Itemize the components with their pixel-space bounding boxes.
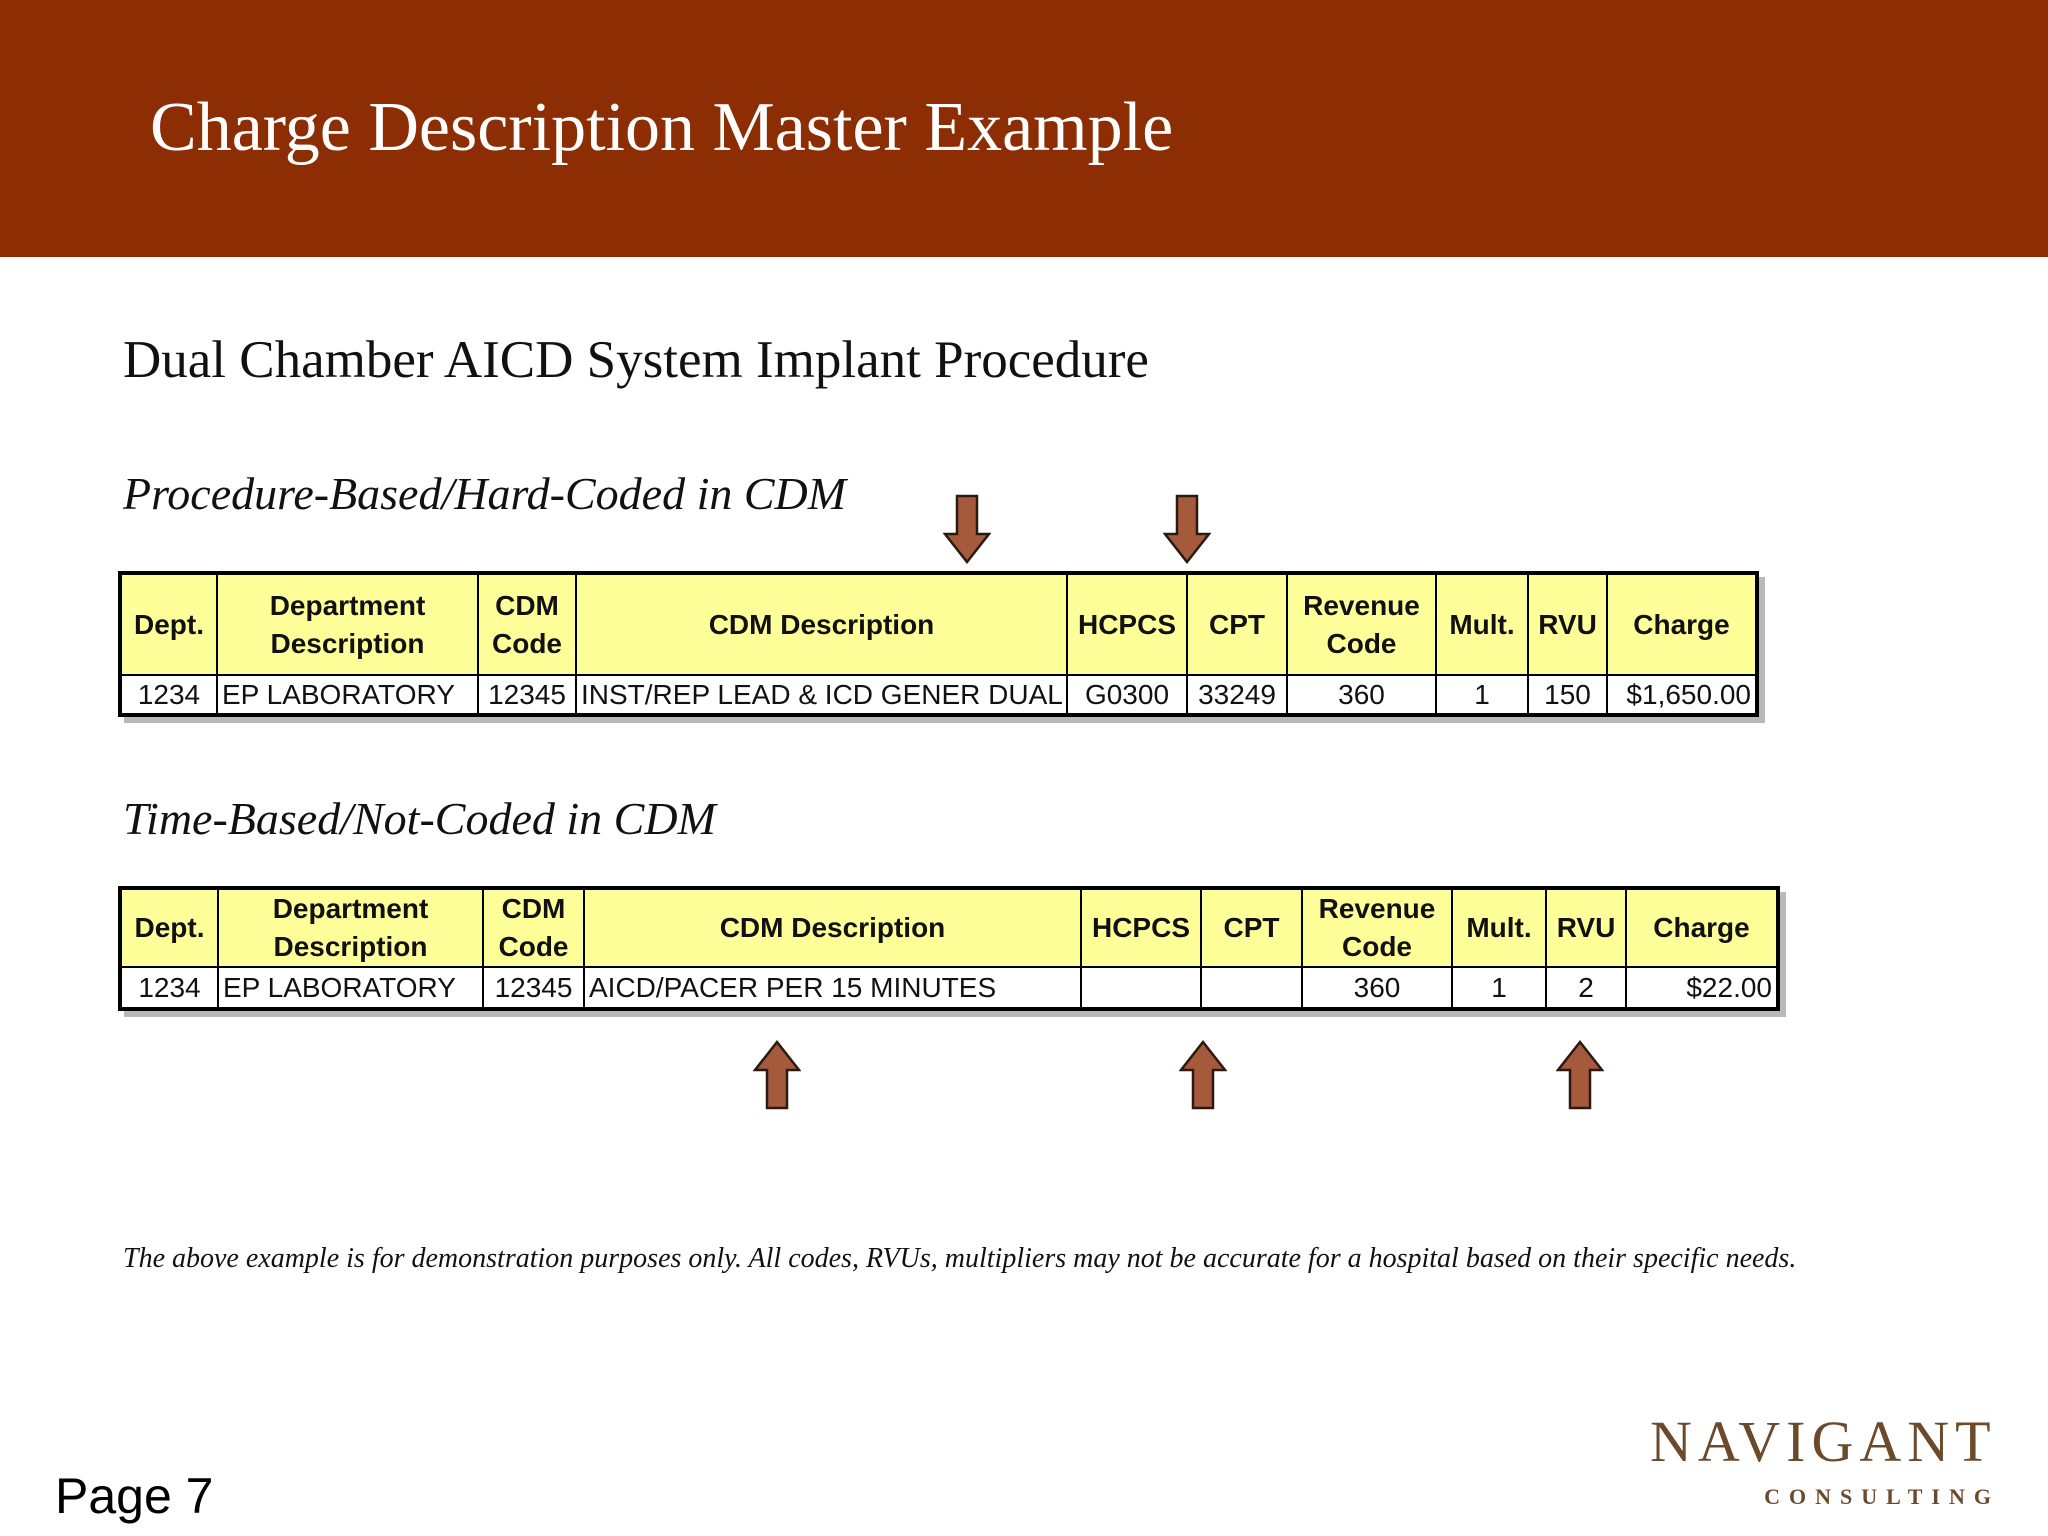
column-header: Mult. xyxy=(1452,888,1546,967)
table-cell: 12345 xyxy=(478,675,576,715)
column-header: RVU xyxy=(1528,573,1607,675)
column-header: RVU xyxy=(1546,888,1626,967)
up-arrow-icon xyxy=(1556,1040,1604,1110)
table-cell: 360 xyxy=(1302,967,1452,1009)
table-header-row xyxy=(120,888,1778,967)
column-header: Department Description xyxy=(218,888,483,967)
column-header: Dept. xyxy=(120,888,218,967)
table-cell: AICD/PACER PER 15 MINUTES xyxy=(584,967,1081,1009)
table-cell: G0300 xyxy=(1067,675,1187,715)
table-cell: 150 xyxy=(1528,675,1607,715)
page-number: Page 7 xyxy=(55,1468,214,1524)
column-header: CDM Code xyxy=(483,888,584,967)
column-header: CDM Description xyxy=(576,573,1067,675)
column-header: Charge xyxy=(1607,573,1757,675)
disclaimer-note: The above example is for demonstration purposes only. All codes, RVUs, multipliers may not be accurate for a hospital based on their specific needs. xyxy=(123,1243,1797,1274)
table-cell: 1 xyxy=(1436,675,1528,715)
table-cell: $1,650.00 xyxy=(1607,675,1757,715)
column-header: CDM Code xyxy=(478,573,576,675)
column-header: Mult. xyxy=(1436,573,1528,675)
slide-title: Charge Description Master Example xyxy=(150,89,1174,166)
navigant-logo xyxy=(1650,1408,2010,1518)
table-cell: 12345 xyxy=(483,967,584,1009)
table-cell: 2 xyxy=(1546,967,1626,1009)
header-band xyxy=(0,0,2048,257)
procedure-subtitle: Dual Chamber AICD System Implant Procedure xyxy=(123,331,1149,389)
table-row xyxy=(120,967,1778,1009)
column-header: Charge xyxy=(1626,888,1778,967)
column-header: CPT xyxy=(1201,888,1302,967)
column-header: CDM Description xyxy=(584,888,1081,967)
logo-tagline: CONSULTING xyxy=(1764,1484,2000,1509)
down-arrow-icon xyxy=(1163,494,1211,564)
table-cell: EP LABORATORY xyxy=(218,967,483,1009)
column-header: Dept. xyxy=(120,573,217,675)
table-cell: 1 xyxy=(1452,967,1546,1009)
table-cell: 33249 xyxy=(1187,675,1287,715)
column-header: Revenue Code xyxy=(1302,888,1452,967)
table-cell: EP LABORATORY xyxy=(217,675,478,715)
table-cell: 1234 xyxy=(120,967,218,1009)
down-arrow-icon xyxy=(943,494,991,564)
table-cell: 1234 xyxy=(120,675,217,715)
column-header: Department Description xyxy=(217,573,478,675)
column-header: CPT xyxy=(1187,573,1287,675)
table-cell: 360 xyxy=(1287,675,1436,715)
up-arrow-icon xyxy=(753,1040,801,1110)
table-cell xyxy=(1201,967,1302,1009)
section-label-procedure-based: Procedure-Based/Hard-Coded in CDM xyxy=(123,468,847,519)
cdm-table-procedure-based xyxy=(118,571,1759,717)
logo-wordmark: NAVIGANT xyxy=(1650,1409,1997,1474)
column-header: Revenue Code xyxy=(1287,573,1436,675)
cdm-table-time-based xyxy=(118,886,1780,1011)
column-header: HCPCS xyxy=(1067,573,1187,675)
table-row xyxy=(120,675,1757,715)
section-label-time-based: Time-Based/Not-Coded in CDM xyxy=(123,793,716,844)
column-header: HCPCS xyxy=(1081,888,1201,967)
table-cell: $22.00 xyxy=(1626,967,1778,1009)
table-cell xyxy=(1081,967,1201,1009)
table-header-row xyxy=(120,573,1757,675)
up-arrow-icon xyxy=(1179,1040,1227,1110)
table-cell: INST/REP LEAD & ICD GENER DUAL xyxy=(576,675,1067,715)
